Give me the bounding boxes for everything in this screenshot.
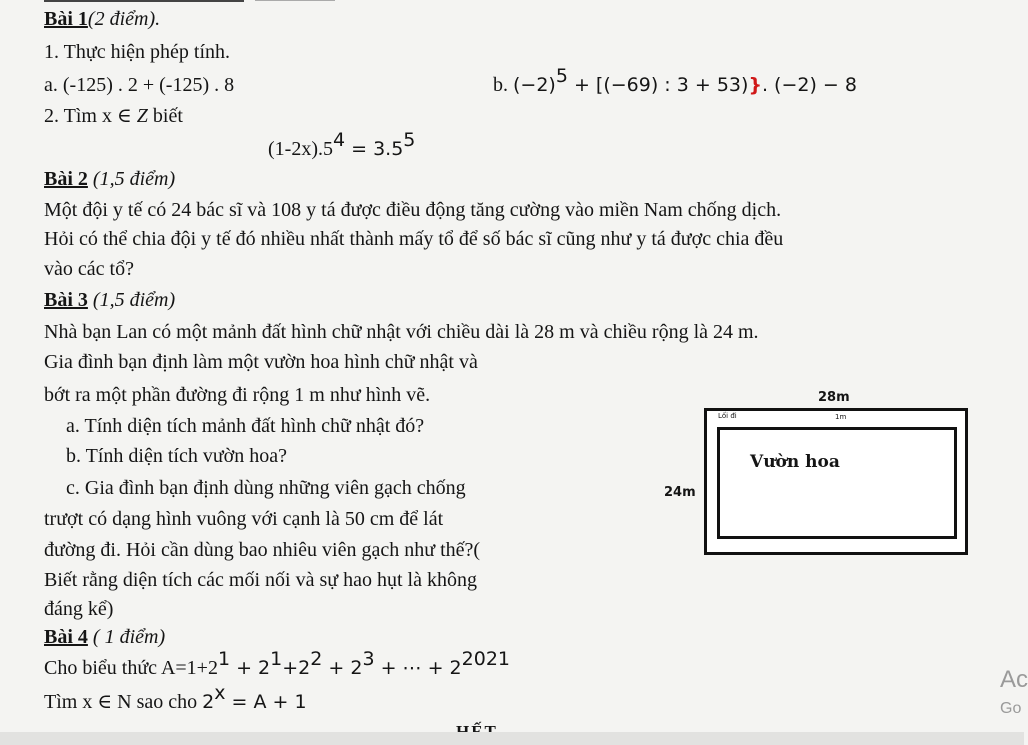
expr-part-3: +2 [282, 657, 311, 679]
eq-start: (1-2x).5 [268, 138, 333, 160]
red-bracket-mark: } [748, 74, 762, 96]
bai4-title: Bài 4 [44, 626, 88, 648]
bai4-line2-prefix: Tìm x ∈ N sao cho [44, 691, 203, 713]
bai3-question-b: b. Tính diện tích vườn hoa? [66, 445, 288, 467]
bai2-title: Bài 2 [44, 168, 88, 190]
eq2-exponent: x [214, 682, 226, 705]
bai1-q2 [44, 104, 183, 128]
bai3-question-c-2: trượt có dạng hình vuông với cạnh là 50 cm để lát [44, 508, 444, 530]
eq-mid: = 3.5 [345, 138, 404, 160]
eq-exponent-1: 4 [332, 129, 346, 152]
bai1-equation [268, 129, 416, 161]
bai3-question-a: a. Tính diện tích mảnh đất hình chữ nhật đó? [66, 415, 425, 437]
q2-prefix: 2. Tìm x ∈ [44, 105, 137, 127]
eq2-end: = A + 1 [225, 691, 307, 713]
expr-start: A=1+2 [160, 657, 218, 679]
bai2-line3: vào các tổ? [44, 258, 134, 280]
bai2-points: (1,5 điểm) [87, 168, 176, 190]
part-a-expression: (-125) . 2 + (-125) . 8 [62, 74, 235, 96]
expr-exp-2: 1 [270, 648, 283, 671]
garden-inner-rectangle [717, 427, 957, 539]
part-b-expr-start: (−2) [513, 74, 556, 96]
bai3-question-c-1: c. Gia đình bạn định dùng những viên gạch chống [66, 477, 466, 499]
bai4-heading [44, 625, 165, 649]
eq-exponent-2: 5 [403, 129, 416, 152]
part-b-exponent: 5 [555, 65, 568, 88]
bai1-part-a [44, 73, 234, 97]
bai3-line2: Gia đình bạn định làm một vườn hoa hình chữ nhật và [44, 351, 478, 373]
expr-exp-4: 3 [362, 648, 375, 671]
length-label: 28m [818, 390, 850, 405]
expr-part-2: + 2 [230, 657, 271, 679]
expr-exp-1: 1 [217, 648, 231, 671]
bai3-points: (1,5 điểm) [87, 289, 176, 311]
bai3-heading [44, 288, 175, 312]
bai3-question-c-3: đường đi. Hỏi cần dùng bao nhiêu viên gạch như thế?( [44, 539, 481, 561]
bai2-line2: Hỏi có thể chia đội y tế đó nhiều nhất thành mấy tổ để số bác sĩ cũng như y tá được chia đều [44, 228, 784, 250]
bai1-points: (2 điểm). [87, 8, 161, 30]
bai1-part-b [493, 65, 857, 97]
garden-label: Vườn hoa [750, 452, 840, 472]
part-b-label: b. [493, 74, 513, 96]
bai3-line1: Nhà bạn Lan có một mảnh đất hình chữ nhật với chiều dài là 28 m và chiều rộng là 24 m. [44, 321, 759, 343]
bai3-question-c-4: Biết rằng diện tích các mối nối và sự hao hụt là không [44, 569, 477, 591]
bai4-expression-line [44, 648, 510, 680]
part-b-expr-mid: + [(−69) : 3 + 53) [567, 74, 749, 96]
bai3-question-c-5: đáng kể) [44, 598, 114, 620]
bai1-q1: 1. Thực hiện phép tính. [44, 41, 230, 63]
expr-part-4: + 2 [322, 657, 363, 679]
bai1-heading [44, 7, 160, 31]
bai3-line3: bớt ra một phần đường đi rộng 1 m như hình vẽ. [44, 384, 431, 406]
bai4-find-x-line [44, 682, 307, 714]
path-label: Lối đi [718, 412, 737, 420]
part-b-expr-end: . (−2) − 8 [761, 74, 857, 96]
bai4-line1-prefix: Cho biểu thức [44, 657, 161, 679]
expr-part-5: + ⋯ + 2 [374, 657, 462, 679]
q2-suffix: biết [147, 105, 183, 127]
bai4-points: ( 1 điểm) [87, 626, 166, 648]
width-label: 24m [664, 485, 696, 500]
bai2-heading [44, 167, 175, 191]
path-width-label: 1m [835, 413, 847, 421]
side-text-ac: Ac [1000, 666, 1028, 693]
top-rule [44, 0, 244, 2]
bottom-scroll-strip [0, 732, 1024, 745]
expr-exp-3: 2 [310, 648, 323, 671]
top-rule-faint [255, 0, 335, 1]
expr-exp-5: 2021 [461, 648, 510, 671]
q2-set: Z [136, 105, 148, 127]
part-a-label: a. [44, 74, 63, 96]
eq2-start: 2 [202, 691, 215, 713]
bai3-title: Bài 3 [44, 289, 88, 311]
side-text-go: Go [1000, 700, 1022, 717]
bai2-line1: Một đội y tế có 24 bác sĩ và 108 y tá được điều động tăng cường vào miền Nam chống dịch. [44, 199, 782, 221]
bai1-title: Bài 1 [44, 8, 88, 30]
